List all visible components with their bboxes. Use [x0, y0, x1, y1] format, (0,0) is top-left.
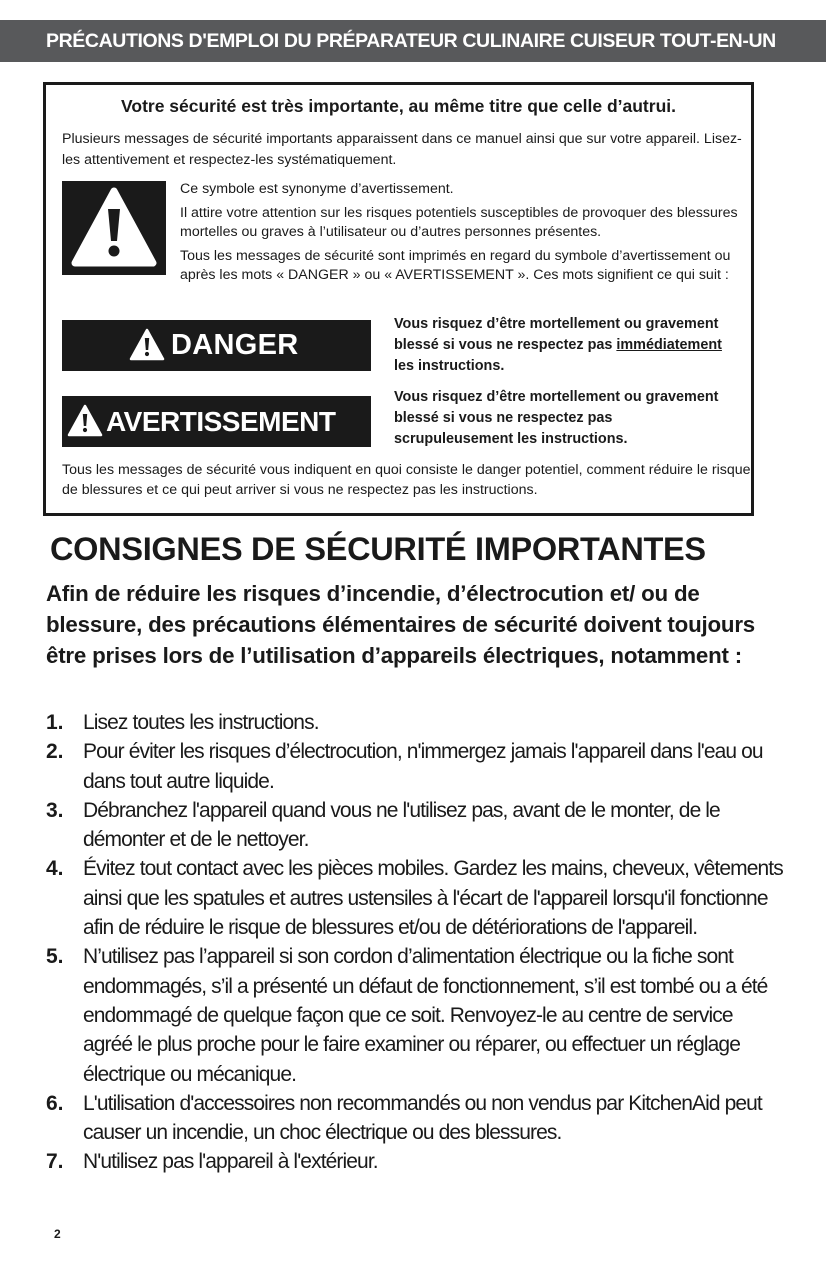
instruction-text: N'utilisez pas l'appareil à l'extérieur.	[83, 1150, 378, 1174]
danger-triangle-icon	[129, 328, 165, 361]
danger-emphasis: immédiatement	[616, 337, 722, 353]
safety-box-intro: Plusieurs messages de sécurité importants apparaissent dans ce manuel ainsi que sur votre appareil. Lisez-les attentivement et respectez-les systématiquement.	[62, 131, 742, 168]
instruction-list	[46, 708, 786, 1177]
symbol-paragraph: Il attire votre attention sur les risques potentiels susceptibles de provoquer des blessures mortelles ou graves à l’utilisateur ou d’autres personnes présentes.	[180, 204, 738, 240]
danger-description: Vous risquez d’être mortellement ou gravement blessé si vous ne respectez pas immédiatement les instructions.	[394, 316, 722, 374]
instruction-text: L'utilisation d'accessoires non recommandés ou non vendus par KitchenAid peut causer un incendie, un choc électrique ou des blessures.	[83, 1091, 762, 1145]
instruction-number: 7.	[46, 1150, 64, 1174]
page-header: PRÉCAUTIONS D'EMPLOI DU PRÉPARATEUR CULINAIRE CUISEUR TOUT-EN-UN	[0, 20, 826, 62]
instruction-number: 6.	[46, 1091, 64, 1115]
warning-label	[62, 396, 371, 447]
instruction-item	[46, 1147, 786, 1176]
instruction-item	[46, 708, 786, 737]
symbol-paragraph: Tous les messages de sécurité sont imprimés en regard du symbole d’avertissement ou après les mots « DANGER » ou « AVERTISSEMENT ». Ces mots signifient ce qui suit :	[180, 247, 731, 283]
instruction-text: Pour éviter les risques d’électrocution, n'immergez jamais l'appareil dans l'eau ou dans tout autre liquide.	[83, 740, 763, 793]
instruction-text: Évitez tout contact avec les pièces mobiles. Gardez les mains, cheveux, vêtements ainsi que les spatules et autres ustensiles à l'écart de l'appareil lorsqu'il fonctionne afin de réduire le risque de blessures et/ou de détériorations de l'appareil.	[83, 857, 783, 940]
section-subtitle: Afin de réduire les risques d’incendie, d’électrocution et/ ou de blessure, des précautions élémentaires de sécurité doivent toujours être prises lors de l’utilisation d’appareils électriques, notamment :	[46, 581, 756, 668]
instruction-text: N’utilisez pas l’appareil si son cordon d’alimentation électrique ou la fiche sont endommagés, s’il a présenté un défaut de fonctionnement, s’il est tombé ou a été endommagé de quelque façon que ce soit. Renvoyez-le au centre de service agréé le plus proche pour le faire examiner ou réparer, ou effectuer un réglage électrique ou mécanique.	[83, 945, 768, 1086]
instruction-item	[46, 737, 786, 796]
instruction-item	[46, 942, 786, 1088]
instruction-text: Lisez toutes les instructions.	[83, 711, 319, 734]
danger-label-text: DANGER	[171, 329, 299, 361]
safety-box-footer: Tous les messages de sécurité vous indiquent en quoi consiste le danger potentiel, comment réduire le risque de blessures et ce qui peut arriver si vous ne respectez pas les instructions.	[62, 462, 751, 498]
symbol-paragraph: Ce symbole est synonyme d’avertissement.	[180, 181, 454, 197]
instruction-text: Débranchez l'appareil quand vous ne l'utilisez pas, avant de le monter, de le démonter et de le nettoyer.	[83, 798, 720, 852]
warning-triangle-icon	[62, 181, 166, 275]
instruction-number: 4.	[46, 857, 64, 881]
section-title: CONSIGNES DE SÉCURITÉ IMPORTANTES	[50, 531, 706, 567]
instruction-number: 3.	[46, 798, 64, 822]
danger-label	[62, 320, 371, 371]
symbol-explanation	[180, 180, 748, 290]
instruction-item	[46, 1089, 786, 1148]
instruction-item	[46, 854, 786, 942]
page-number: 2	[54, 1227, 61, 1241]
instruction-number: 5.	[46, 945, 64, 969]
instruction-number: 1.	[46, 711, 64, 734]
warning-label-triangle-icon	[67, 404, 103, 437]
instruction-item	[46, 796, 786, 855]
instruction-number: 2.	[46, 740, 64, 764]
safety-notice-box	[43, 82, 754, 516]
warning-description: Vous risquez d’être mortellement ou gravement blessé si vous ne respectez pas scrupuleusement les instructions.	[394, 389, 719, 447]
warning-label-text: AVERTISSEMENT	[106, 406, 336, 437]
safety-box-heading: Votre sécurité est très importante, au même titre que celle d’autrui.	[121, 96, 676, 116]
